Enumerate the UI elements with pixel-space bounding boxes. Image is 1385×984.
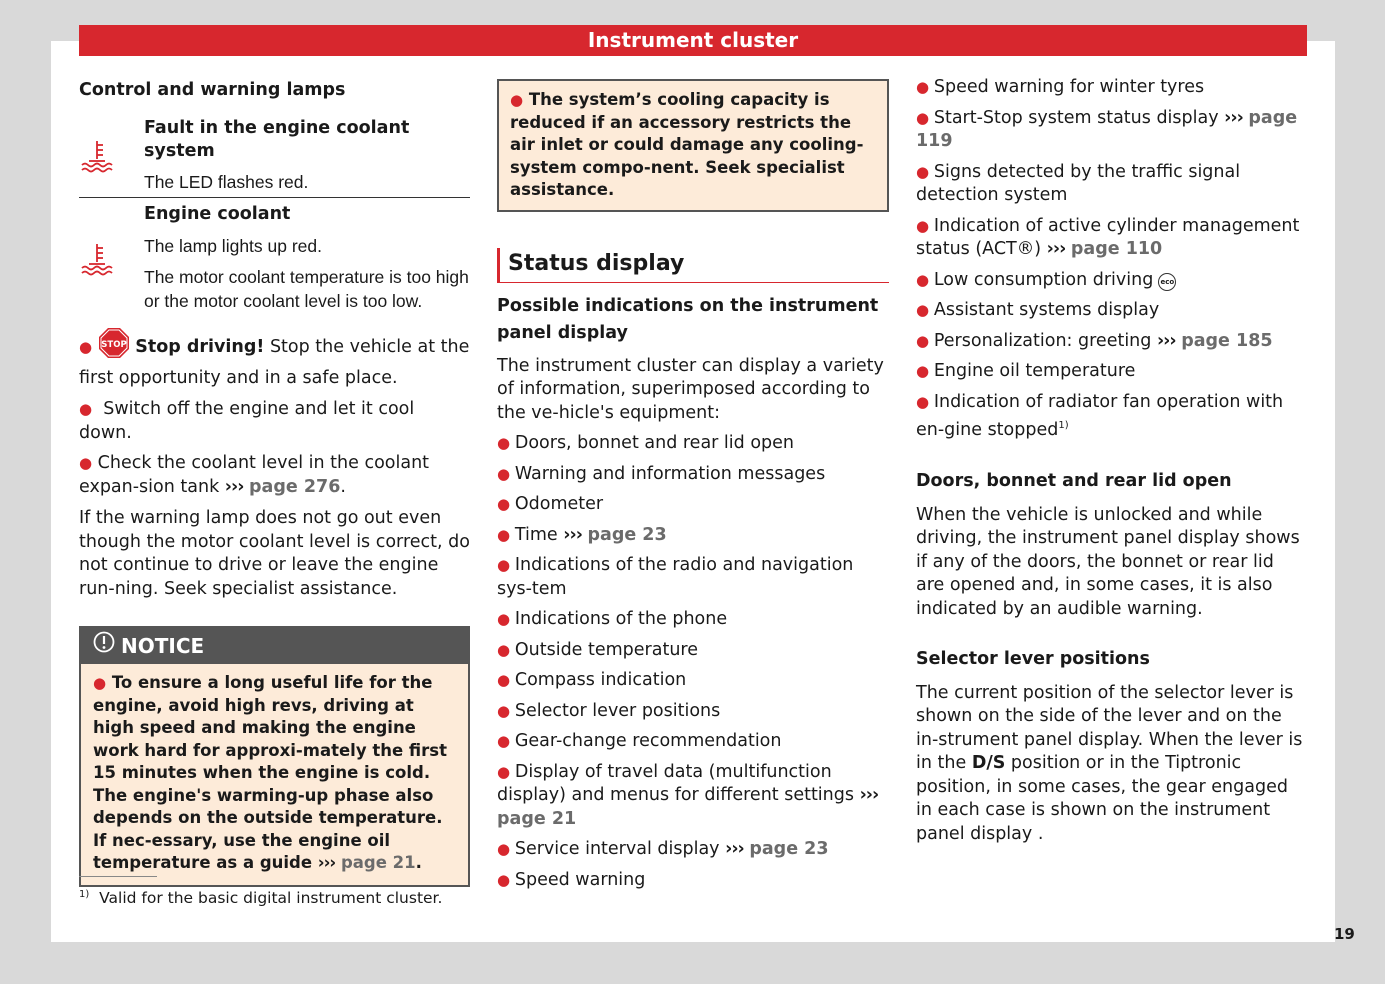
page-number: 19 xyxy=(1334,925,1355,943)
notice-box: NOTICE ● To ensure a long useful life for the engine, avoid high revs, driving at high speed and making the engine work hard for approxi-mately the first 15 minutes when the engine is cold. The engine's warming-up phase also depends on the outside temperature. If nec-essary, use the engine oil temperature as a guide ››› page 21. xyxy=(79,626,470,887)
list-item: ● Engine oil temperature xyxy=(916,361,1136,381)
column-3 xyxy=(916,76,1307,846)
lamp-text-coolant-2: The motor coolant temperature is too high or the motor coolant level is too low. xyxy=(144,267,469,311)
section-title-status-display: Status display xyxy=(497,248,889,283)
footnote: $^{1)}$ Valid for the basic digital instrument cluster. xyxy=(79,889,443,908)
warning-paragraph: If the warning lamp does not go out even though the motor coolant level is correct, do not continue to drive or leave the engine run-ning. Seek specialist assistance. xyxy=(79,508,470,599)
list-item: ● Outside temperature xyxy=(497,639,699,660)
status-indications-list xyxy=(497,432,889,892)
lamp-row-coolant xyxy=(79,198,470,313)
list-item: ● Odometer xyxy=(497,494,604,514)
eco-icon: eco xyxy=(1158,273,1176,291)
list-item: ● Display of travel data (multifunction display) and menus for different settings ››› page 21 xyxy=(497,761,879,829)
selector-paragraph: The current position of the selector lever is shown on the side of the lever and on the in-strument panel display. When the lever is in the D/S position or in the Tiptronic position, in some cases, the gear engaged in each case is shown on the instrument panel display . xyxy=(916,682,1303,844)
list-item: ● Personalization: greeting ››› page 185 xyxy=(916,330,1273,351)
list-item: ● Warning and information messages xyxy=(497,463,826,484)
list-item: ● Speed warning xyxy=(497,869,646,890)
selector-heading: Selector lever positions xyxy=(916,649,1150,670)
page-link[interactable]: page 119 xyxy=(916,107,1298,151)
list-item: ● Indications of the radio and navigation sys-tem xyxy=(497,555,854,599)
bullet-switch-off: ● Switch off the engine and let it cool down. xyxy=(79,399,415,443)
coolant-temperature-icon xyxy=(79,203,144,313)
list-item: ● Speed warning for winter tyres xyxy=(916,77,1205,97)
doors-heading: Doors, bonnet and rear lid open xyxy=(916,471,1232,492)
chapter-header: Instrument cluster xyxy=(79,25,1307,56)
list-item: ● Time ››› page 23 xyxy=(497,524,667,545)
link-page-21[interactable]: page 21 xyxy=(340,853,416,872)
column-2 xyxy=(497,79,889,892)
lamp-text-coolant-1: The lamp lights up red. xyxy=(144,235,323,256)
lamps-heading: Control and warning lamps xyxy=(79,80,346,100)
list-item: ● Low consumption driving eco xyxy=(916,269,1307,293)
status-subheading: Possible indications on the instrument panel display xyxy=(497,295,879,343)
page-link[interactable]: page 110 xyxy=(1070,239,1163,259)
lamp-row-fault xyxy=(79,117,470,199)
list-item: ● Selector lever positions xyxy=(497,700,721,721)
page-link[interactable]: page 23 xyxy=(587,524,667,545)
notice-text: To ensure a long useful life for the engine, avoid high revs, driving at high speed and making the engine work hard for approxi-mately the first 15 minutes when the engine is cold. The engine's warming-up phase also depends on the outside temperature. If nec-essary, use the engine oil temperature as a guide xyxy=(93,673,447,872)
list-item: ● Doors, bonnet and rear lid open xyxy=(497,433,794,453)
link-page-276[interactable]: page 276 xyxy=(249,476,341,497)
list-item: ● Signs detected by the traffic signal detection system xyxy=(916,161,1241,205)
lamp-title-fault: Fault in the engine coolant system xyxy=(144,117,410,161)
footnote-divider xyxy=(79,876,157,877)
list-item: ● Gear-change recommendation xyxy=(497,731,782,751)
list-item: ● Indication of active cylinder management status (ACT®) ››› page 110 xyxy=(916,215,1300,259)
list-item: ● Compass indication xyxy=(497,670,687,690)
exclamation-icon xyxy=(93,628,115,664)
status-indications-list-cont xyxy=(916,76,1307,442)
page-link[interactable]: page 21 xyxy=(497,808,577,829)
svg-text:STOP: STOP xyxy=(100,340,127,350)
page-link[interactable]: page 23 xyxy=(749,839,829,859)
page-link[interactable]: page 185 xyxy=(1181,330,1273,351)
list-item: ● Indication of radiator fan operation with en-gine stopped$^{1)}$ xyxy=(916,391,1284,440)
cooling-warning-box: ● The system’s cooling capacity is reduced if an accessory restricts the air inlet or could damage any cooling-system compo-nent. Seek specialist assistance. xyxy=(497,79,889,212)
bullet-check-coolant: ● Check the coolant level in the coolant expan-sion tank ››› page 276. xyxy=(79,453,430,497)
stop-sign-icon xyxy=(98,327,130,367)
notice-title: NOTICE xyxy=(121,634,205,658)
list-item: ● Service interval display ››› page 23 xyxy=(497,839,829,859)
lamp-text-fault: The LED flashes red. xyxy=(144,171,309,192)
list-item: ● Start-Stop system status display ››› page 119 xyxy=(916,107,1298,151)
coolant-warning-icon xyxy=(79,117,144,195)
stop-bullet: ● STOP Stop driving! Stop the vehicle at the first opportunity and in a safe place. xyxy=(79,327,470,390)
status-intro: The instrument cluster can display a variety of information, superimposed according to the ve-hicle's equipment: xyxy=(497,355,884,423)
list-item: ● Indications of the phone xyxy=(497,609,728,629)
list-item: ● Assistant systems display xyxy=(916,300,1160,320)
doors-paragraph: When the vehicle is unlocked and while driving, the instrument panel display shows if any of the doors, the bonnet or rear lid are opened and, in some cases, it is also indicated by an audible warning. xyxy=(916,504,1300,619)
lamp-title-coolant: Engine coolant xyxy=(144,204,291,224)
column-1 xyxy=(79,79,470,887)
